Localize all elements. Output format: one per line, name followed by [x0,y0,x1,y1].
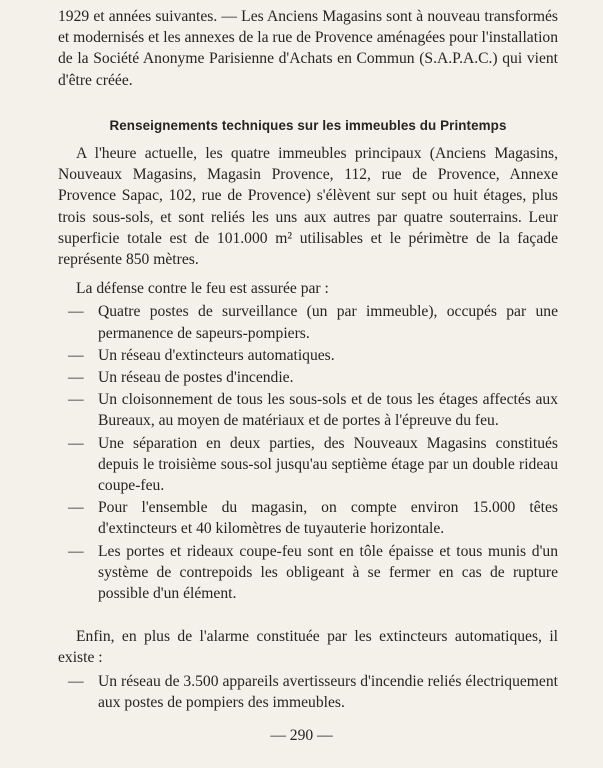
dash-marker: — [68,369,84,387]
dash-marker: — [68,434,84,452]
document-page [58,6,558,714]
list-item-text: Un cloisonnement de tous les sous-sols et de tous les étages affectés aux Bureaux, au moyen de matériaux et de portes à l'épreuve du feu. [98,391,558,430]
list-item [58,367,558,388]
alarm-list [58,671,558,713]
dash-marker: — [68,346,84,364]
dash-marker: — [68,391,84,409]
page-number: — 290 — [270,727,333,744]
list-item-text: Un réseau de postes d'incendie. [98,369,294,387]
list-item [58,497,558,539]
dash-marker: — [68,672,84,690]
list-item [58,389,558,431]
list-item-text: Une séparation en deux parties, des Nouveaux Magasins constitués depuis le troisième sous-sol jusqu'au septième étage par un double rideau coupe-feu. [98,434,558,495]
fire-defense-list [58,301,558,604]
dash-marker: — [68,303,84,321]
list-item-text: Les portes et rideaux coupe-feu sont en tôle épaisse et tous munis d'un système de contrepoids les obligeant à se fermer en cas de rupture possible d'un élément. [98,542,558,603]
list-item [58,301,558,343]
list-item-text: Quatre postes de surveillance (un par immeuble), occupés par une permanence de sapeurs-pompiers. [98,303,558,342]
paragraph-fire-defense-intro: La défense contre le feu est assurée par : [76,280,329,298]
list-item-text: Un réseau de 3.500 appareils avertisseurs d'incendie reliés électriquement aux postes de pompiers des immeubles. [98,672,558,711]
paragraph-buildings: A l'heure actuelle, les quatre immeubles principaux (Anciens Magasins, Nouveaux Magasins, Magasin Provence, 112, rue de Provence, Annexe Provence Sapac, 102, rue de Provence) s'élèvent sur sept ou huit étages, plus trois sous-sols, et sont reliés les uns aux autres par quatre souterrains. Leur superficie totale est de 101.000 m² utilisables et le périmètre de la façade représente 850 mètres. [58,145,558,269]
list-item [58,345,558,366]
list-item [58,671,558,713]
section-title: Renseignements techniques sur les immeubles du Printemps [109,117,507,133]
paragraph-alarm-intro: Enfin, en plus de l'alarme constituée par les extincteurs automatiques, il existe : [58,628,558,667]
list-item [58,433,558,497]
dash-marker: — [68,542,84,560]
list-item [58,541,558,605]
list-item-text: Pour l'ensemble du magasin, on compte environ 15.000 têtes d'extincteurs et 40 kilomètres de tuyauterie horizontale. [98,499,558,538]
intro-paragraph: 1929 et années suivantes. — Les Anciens Magasins sont à nouveau transformés et modernisés et les annexes de la rue de Provence aménagées pour l'installation de la Société Anonyme Parisienne d'Achats en Commun (S.A.P.A.C.) qui vient d'être créée. [58,8,558,89]
list-item-text: Un réseau d'extincteurs automatiques. [98,346,335,364]
dash-marker: — [68,499,84,517]
